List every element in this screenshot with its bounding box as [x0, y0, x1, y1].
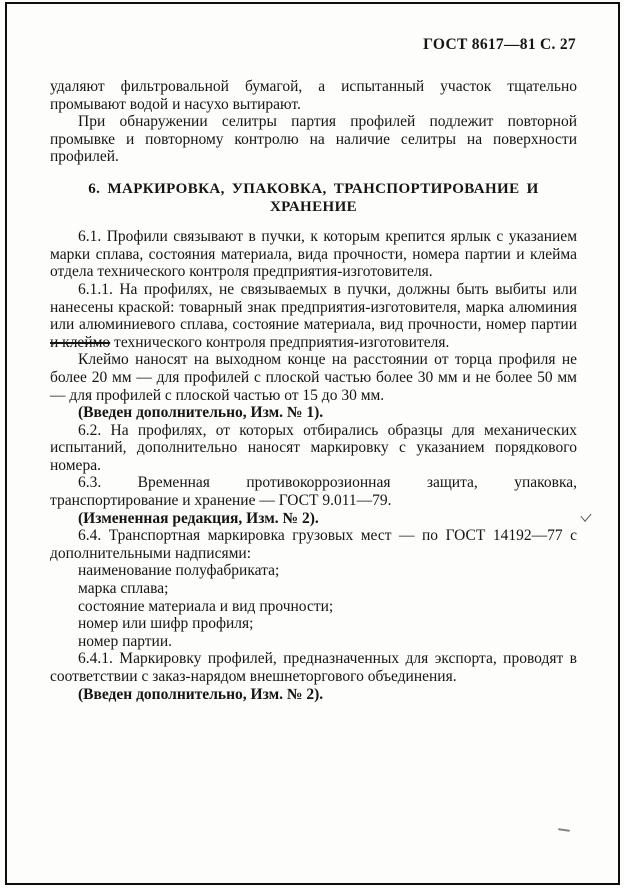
- list-item: состояние материала и вид прочности;: [78, 597, 334, 615]
- paragraph-6-3: 6.3. Временная противокоррозионная защита, упаковка, транспортирование и хранение — ГОСТ 9.011—79.: [50, 474, 577, 510]
- amendment-note-2: (Измененная редакция, Изм. № 2).: [78, 509, 319, 527]
- paragraph-text: технического контроля предприятия-изготовителя.: [110, 333, 450, 351]
- paragraph-6-4-1: 6.4.1. Маркировку профилей, предназначенных для экспорта, проводят в соответствии с заказ-нарядом внешнеторгового объединения.: [50, 650, 577, 685]
- amendment-note-1: (Введен дополнительно, Изм. № 1).: [78, 404, 324, 422]
- document-body: [0, 78, 624, 703]
- list-item: наименование полуфабриката;: [78, 562, 280, 580]
- list-item: номер партии.: [78, 632, 173, 650]
- paragraph-6-2: 6.2. На профилях, от которых отбирались образцы для механических испытаний, дополнительно наносят маркировку с указанием порядкового номера.: [50, 421, 577, 474]
- struck-text: и клеймо: [50, 333, 111, 351]
- list-item: марка сплава;: [78, 580, 169, 598]
- paragraph-continuation: удаляют фильтровальной бумагой, а испытанный участок тщательно промывают водой и насухо вытирают.: [50, 78, 577, 113]
- amendment-note-3: (Введен дополнительно, Изм. № 2).: [78, 685, 324, 703]
- paragraph-6-1-1: [50, 281, 577, 351]
- paragraph-6-1: 6.1. Профили связывают в пучки, к которым крепится ярлык с указанием марки сплава, состояния материала, вида прочности, номера партии и клейма отдела технического контроля предприятия-изготовителя.: [50, 228, 577, 281]
- page-header: ГОСТ 8617—81 С. 27: [423, 36, 576, 53]
- paragraph-text: 6.1.1. На профилях, не связываемых в пучки, должны быть выбиты или нанесены краской: товарный знак предприятия-изготовителя, марка алюминия или алюминиевого сплава, состояние материала, вид прочности, номер партии: [50, 280, 577, 334]
- list-item: номер или шифр профиля;: [78, 615, 254, 633]
- paragraph-saltpeter-check: При обнаружении селитры партия профилей подлежит повторной промывке и повторному контролю на наличие селитры на поверхности профилей.: [50, 113, 577, 166]
- scan-artifact-scratch: [558, 828, 570, 832]
- paragraph-stamp-position: Клеймо наносят на выходном конце на расстоянии от торца профиля не более 20 мм — для профилей с плоской частью более 30 мм и не более 50 мм — для профилей с плоской частью от 15 до 30 мм.: [50, 351, 577, 404]
- section-6-heading: 6. МАРКИРОВКА, УПАКОВКА, ТРАНСПОРТИРОВАНИЕ И ХРАНЕНИЕ: [88, 180, 539, 215]
- paragraph-6-4: 6.4. Транспортная маркировка грузовых мест — по ГОСТ 14192—77 с дополнительными надписями:: [50, 527, 577, 562]
